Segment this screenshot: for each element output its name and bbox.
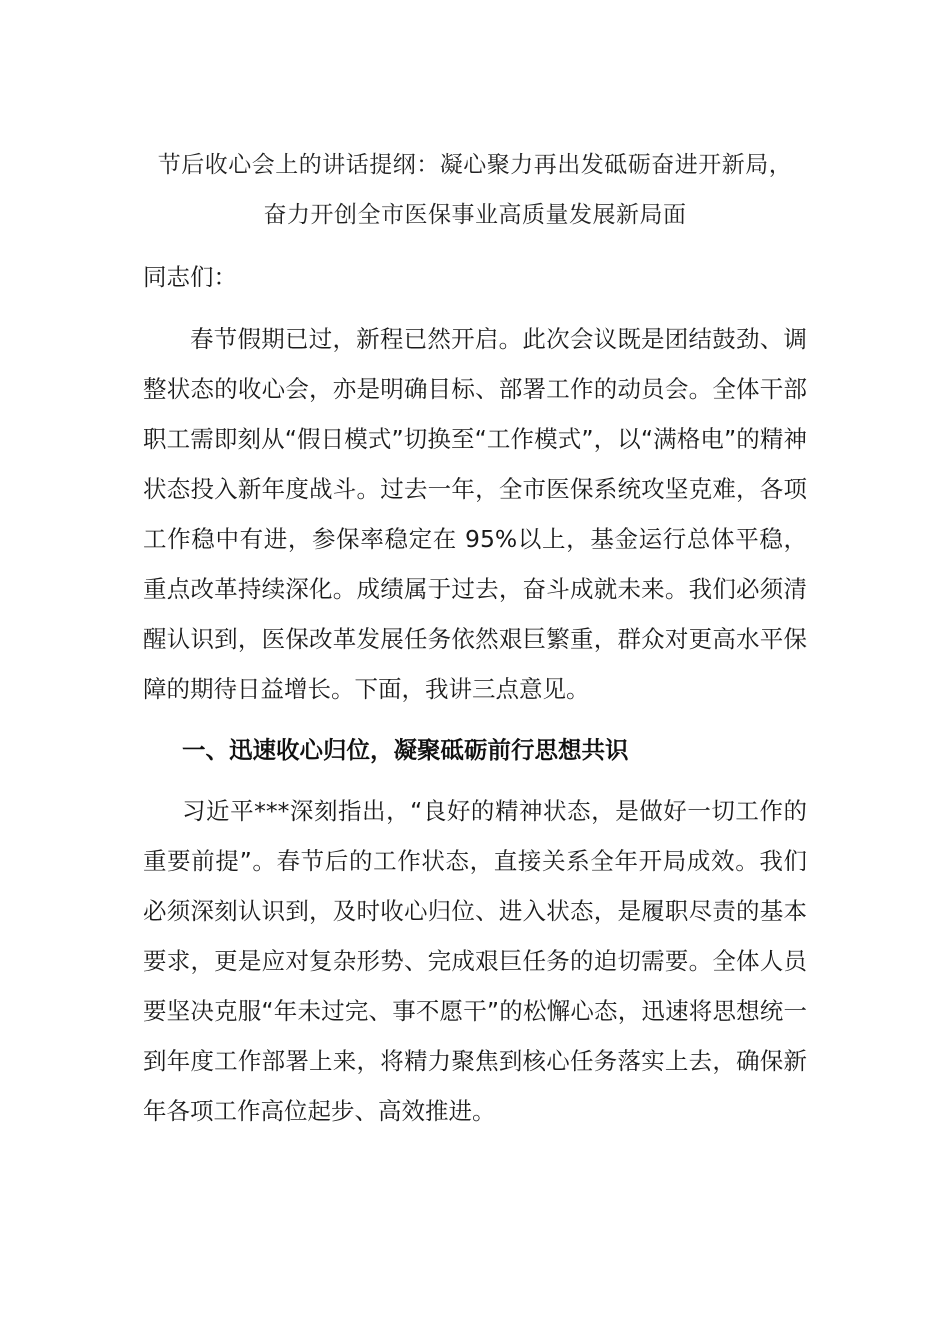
document-title-line-1: 节后收心会上的讲话提纲：凝心聚力再出发砥砺奋进开新局， [157,152,793,178]
paragraph-section-1: 习近平***深刻指出，“良好的精神状态，是做好一切工作的重要前提”。春节后的工作状态，直接关系全年开局成效。我们必须深刻认识到，及时收心归位、进入状态，是履职尽责的基本要求，更是应对复杂形势、完成艰巨任务的迫切需要。全体人员要坚决克服“年未过完、事不愿干”的松懈心态，迅速将思想统一到年度工作部署上来，将精力聚焦到核心任务落实上去，确保新年各项工作高位起步、高效推进。 [143,797,807,1125]
section-heading-1: 一、迅速收心归位，凝聚砥砺前行思想共识 [182,736,629,764]
document-title-line-2: 奋力开创全市医保事业高质量发展新局面 [263,202,687,228]
salutation: 同志们： [143,263,237,291]
paragraph-intro: 春节假期已过，新程已然开启。此次会议既是团结鼓劲、调整状态的收心会，亦是明确目标、部署工作的动员会。全体干部职工需即刻从“假日模式”切换至“工作模式”，以“满格电”的精神状态投入新年度战斗。过去一年，全市医保系统攻坚克难，各项工作稳中有进，参保率稳定在 95%以上，基金运行总体平稳，重点改革持续深化。成绩属于过去，奋斗成就未来。我们必须清醒认识到，医保改革发展任务依然艰巨繁重，群众对更高水平保障的期待日益增长。下面，我讲三点意见。 [143,325,807,703]
